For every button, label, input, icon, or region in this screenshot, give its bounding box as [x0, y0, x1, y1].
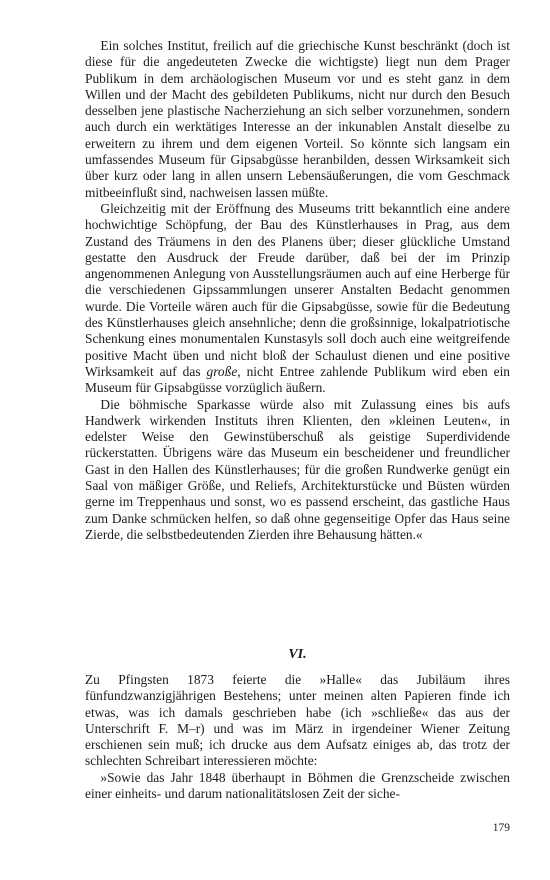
body-text-top [85, 38, 510, 543]
paragraph-sparkasse: Die böhmische Sparkasse würde also mit Zulassung eines bis aufs Handwerk wirkenden Instituts ihren Klienten, den »kleinen Leuten«, in edelster Weise den Gewinstüberschuß als geistige Superdividende rückerstatten. Übrigens wäre das Museum ein bescheidener und freundlicher Gast in den Hallen des Künstlerhauses; für die großen Rundwerke genügt ein Saal von mäßiger Größe, und Reliefs, Architekturstücke und Büsten würden gerne im Treppenhaus und sonst, wo es passend erscheint, das gastliche Haus zum Danke schmücken helfen, so daß ohne gegenseitige Opfer das Haus seine Zierde, die selbstbedeutenden Zierden ihre Behausung hätten.« [85, 396, 510, 542]
paragraph-kuenstlerhaus [85, 201, 510, 397]
section-heading: VI. [288, 647, 307, 662]
body-text-bottom [85, 672, 510, 802]
paragraph-pfingsten: Zu Pfingsten 1873 feierte die »Halle« das Jubiläum ihres fünfundzwanzigjährigen Bestehens; unter meinen alten Papieren finde ich etwas, was ich damals geschrieben habe (ich »schließe« das aus der Unterschrift F. M–r) und was im März in irgendeiner Wiener Zeitung erschienen sein muß; ich drucke aus dem Aufsatz einiges ab, das trotz der schlechten Schreibart interessieren möchte: [85, 672, 510, 769]
paragraph-gipsmuseum: Ein solches Institut, freilich auf die griechische Kunst beschränkt (doch ist diese für die angedeuteten Zwecke die wichtigste) liegt nun dem Prager Publikum in dem archäologischen Museum vor und es steht ganz in dem Willen und der Macht des gebildeten Publikums, nicht nur durch den Besuch desselben jene plastische Nacherziehung an sich selber vorzunehmen, sondern auch durch ein werktätiges Interesse an der inkunablen Anstalt dieselbe zu erweitern zu ihrem und dem eigenen Vorteil. So könnte sich langsam ein umfassendes Museum für Gipsabgüsse heranbilden, dessen Wirksamkeit sich über kurz oder lang in allen unsern Lebensäußerungen, die vom Geschmack mitbeeinflußt sind, nachweisen lassen müßte. [85, 38, 510, 200]
page-number: 179 [492, 822, 510, 834]
emphasis-grosse: große, [206, 363, 241, 379]
paragraph-quote-start: »Sowie das Jahr 1848 überhaupt in Böhmen die Grenzscheide zwischen einer einheits- und darum nationalitätslosen Zeit der siche- [85, 769, 510, 802]
paragraph-kuenstlerhaus-text: Gleichzeitig mit der Eröffnung des Museums tritt bekanntlich eine andere hochwichtige Schöpfung, der Bau des Künstlerhauses in Prag, aus dem Zustand des Träumens in den des Planens über; dieser glückliche Umstand gestatte den Ausdruck der Freude darüber, daß bei der im Prinzip angenommenen Anlegung von Ausstellungsräumen auch auf eine Herberge für die verschiedenen Gipssammlungen unserer Anstalten Bedacht genommen wurde. Die Vorteile wären auch für die Gipsabgüsse, sowie für die Bedeutung des Künstlerhauses gleich ansehnliche; denn die großsinnige, lokalpatriotische Schenkung eines monumentalen Kunstasyls soll doch auch eine weitgreifende positive Macht üben und nicht bloß der Schaulust dienen und eine positive Wirksamkeit auf das [85, 200, 510, 379]
paragraph-kuenstlerhaus-tail: nicht Entree zahlende Publikum wird eben ein Museum für Gipsabgüsse vorzüglich äußern. [85, 363, 511, 396]
